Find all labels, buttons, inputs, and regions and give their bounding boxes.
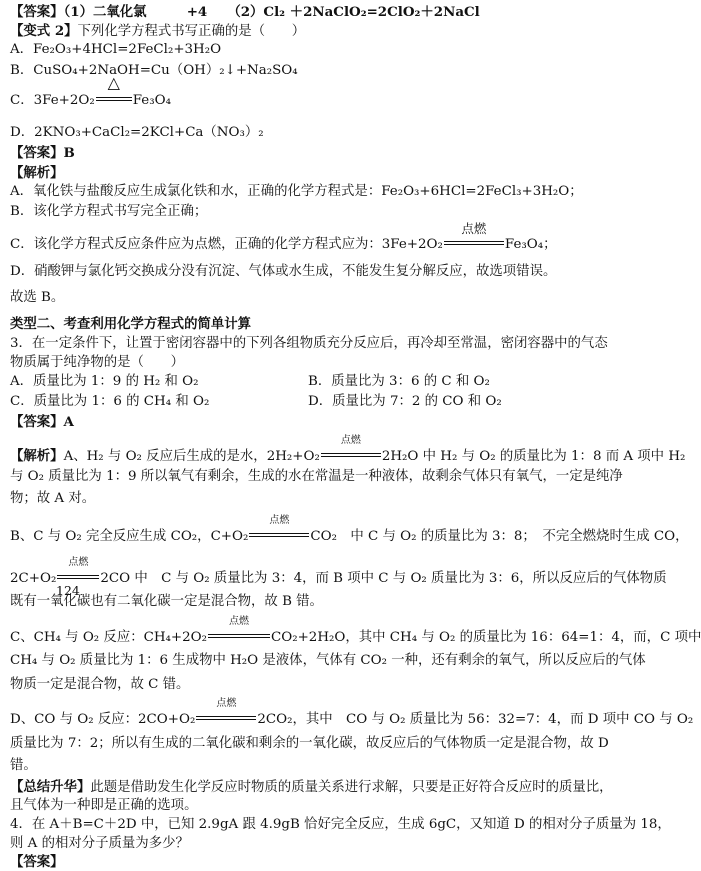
option-a: A．Fe₂O₃+4HCl=2FeCl₂+3H₂O <box>10 42 222 57</box>
reaction-condition-ignite: 点燃 <box>196 709 256 723</box>
q3-analysis-b-left: B、C 与 O₂ 完全反应生成 CO₂，C+O₂ <box>10 529 249 544</box>
q3-analysis-d-right: 2CO₂，其中 CO 与 O₂ 质量比为 56：32=7：4，而 D 项中 CO 与 O₂ <box>257 712 694 727</box>
reaction-condition-ignite: 点燃 <box>249 526 309 540</box>
variant-2-question: 【变式 2】下列化学方程式书写正确的是（ ） <box>10 23 306 39</box>
answer-a: 【答案】A <box>10 414 74 430</box>
q3-analysis-b-line-1 <box>10 515 689 546</box>
summary-line-1: 【总结升华】此题是借助发生化学反应时物质的质量关系进行求解，只要是正好符合反应时的质量比， <box>10 779 613 795</box>
question-3-line-1: 3．在一定条件下，让置于密闭容器中的下列各组物质充分反应后，再冷却至常温，密闭容器中的气态 <box>10 336 608 351</box>
q3-analysis-c-line-2: CH₄ 与 O₂ 质量比为 1：6 生成物中 H₂O 是液体，气体有 CO₂ 一种，还有剩余的氧气，所以反应后的气体 <box>10 653 646 668</box>
q3-analysis-a-line-3: 物；故 A 对。 <box>10 491 96 506</box>
analysis-b: B．该化学方程式书写完全正确； <box>10 204 208 219</box>
answer-line-1: 【答案】（1）二氧化氯 +4 （2）Cl₂ ＋2NaClO₂=2ClO₂＋2NaCl <box>10 4 480 20</box>
question-3-line-2: 物质属于纯净物的是（ ） <box>10 355 185 370</box>
q3-analysis-a-line-1 <box>10 435 686 466</box>
q3-analysis-d-line-3: 错。 <box>10 758 37 773</box>
q3-analysis-b2-left: 2C+O₂ <box>10 571 57 586</box>
q3-analysis-a-left: A、H₂ 与 O₂ 反应后生成的是水，2H₂+O₂ <box>63 449 320 464</box>
analysis-heading: 【解析】 <box>10 165 64 181</box>
q3-options-row-1 <box>10 373 632 391</box>
q3-analysis-b-line-2 <box>10 557 667 588</box>
reaction-condition-ignite: 点燃 <box>208 627 270 641</box>
q3-analysis-d-line-1 <box>10 698 694 729</box>
stray-number: 124 <box>56 583 80 598</box>
question-4-line-2: 则 A 的相对分子质量为多少？ <box>10 836 189 851</box>
variant-label: 【变式 2】 <box>10 23 78 39</box>
q3-analysis-a-right: 2H₂O 中 H₂ 与 O₂ 的质量比为 1：8 而 A 项中 H₂ <box>381 449 686 464</box>
q3-analysis-d-line-2: 质量比为 7：2；所以有生成的二氧化碳和剩余的一氧化碳，故反应后的气体物质一定是混合物，故 D <box>10 736 609 751</box>
q3-option-c: C．质量比为 1：6 的 CH₄ 和 O₂ <box>10 394 210 409</box>
q3-analysis-d-left: D、CO 与 O₂ 反应：2CO+O₂ <box>10 712 196 727</box>
q3-analysis-c-line-3: 物质一定是混合物，故 C 错。 <box>10 677 190 692</box>
q3-analysis-b-line-3: 既有一氧化碳也有二氧化碳一定是混合物，故 B 错。 <box>10 594 323 609</box>
q3-analysis-b2-right: 2CO 中 C 与 O₂ 质量比为 3：4，而 B 项中 C 与 O₂ 质量比为 3：6，所以反应后的气体物质 <box>100 571 667 586</box>
analysis-d: D．硝酸钾与氯化钙交换成分没有沉淀、气体或水生成，不能发生复分解反应，故选项错误。 <box>10 264 557 279</box>
reaction-condition-heat: △ <box>96 90 132 104</box>
q3-analysis-a-line-2: 与 O₂ 质量比为 1：9 所以氧气有剩余，生成的水在常温是一种液体，故剩余气体只有氧气，一定是纯净 <box>10 469 623 484</box>
question-4-line-1: 4．在 A＋B=C＋2D 中，已知 2.9gA 跟 4.9gB 恰好完全反应，生成 6gC，又知道 D 的相对分子质量为 18， <box>10 817 671 832</box>
option-c-left: C．3Fe+2O₂ <box>10 93 95 108</box>
analysis-a: A．氧化铁与盐酸反应生成氯化铁和水，正确的化学方程式是：Fe₂O₃+6HCl=2FeCl₃+3H₂O； <box>10 184 583 199</box>
analysis-c-right: Fe₃O₄； <box>504 237 557 252</box>
analysis-label: 【解析】 <box>10 448 64 464</box>
q3-analysis-c-line-1 <box>10 616 701 647</box>
q3-analysis-c-right: CO₂+2H₂O，其中 CH₄ 与 O₂ 的质量比为 16：64=1：4，而，C 项中 <box>270 630 701 645</box>
answer-b: 【答案】B <box>10 145 75 161</box>
section-heading-type-2: 类型二、考查利用化学方程式的简单计算 <box>10 316 252 332</box>
option-c-right: Fe₃O₄ <box>132 93 171 108</box>
q3-option-d: D．质量比为 7：2 的 CO 和 O₂ <box>308 394 502 409</box>
analysis-c <box>10 221 632 254</box>
answer-heading: 【答案】 <box>10 854 64 870</box>
q3-analysis-b-right: CO₂ 中 C 与 O₂ 的质量比为 3：8； 不完全燃烧时生成 CO， <box>310 529 689 544</box>
q3-analysis-c-left: C、CH₄ 与 O₂ 反应：CH₄+2O₂ <box>10 630 207 645</box>
summary-line-2: 且气体为一种即是正确的选项。 <box>10 798 198 813</box>
option-b: B．CuSO₄+2NaOH=Cu（OH）₂↓+Na₂SO₄ <box>10 63 298 78</box>
conclusion: 故选 B。 <box>10 290 65 305</box>
reaction-condition-ignite: 点燃 <box>444 234 504 248</box>
q3-option-b: B．质量比为 3：6 的 C 和 O₂ <box>308 374 490 389</box>
reaction-condition-ignite: 点燃 <box>321 446 381 460</box>
option-d: D．2KNO₃+CaCl₂=2KCl+Ca（NO₃）₂ <box>10 125 264 140</box>
reaction-condition-ignite: 点燃 <box>57 568 99 582</box>
analysis-c-left: C．该化学方程式反应条件应为点燃，正确的化学方程式应为：3Fe+2O₂ <box>10 237 443 252</box>
q3-option-a: A．质量比为 1：9 的 H₂ 和 O₂ <box>10 374 199 389</box>
q3-options-row-2 <box>10 393 632 411</box>
option-c <box>10 73 632 110</box>
